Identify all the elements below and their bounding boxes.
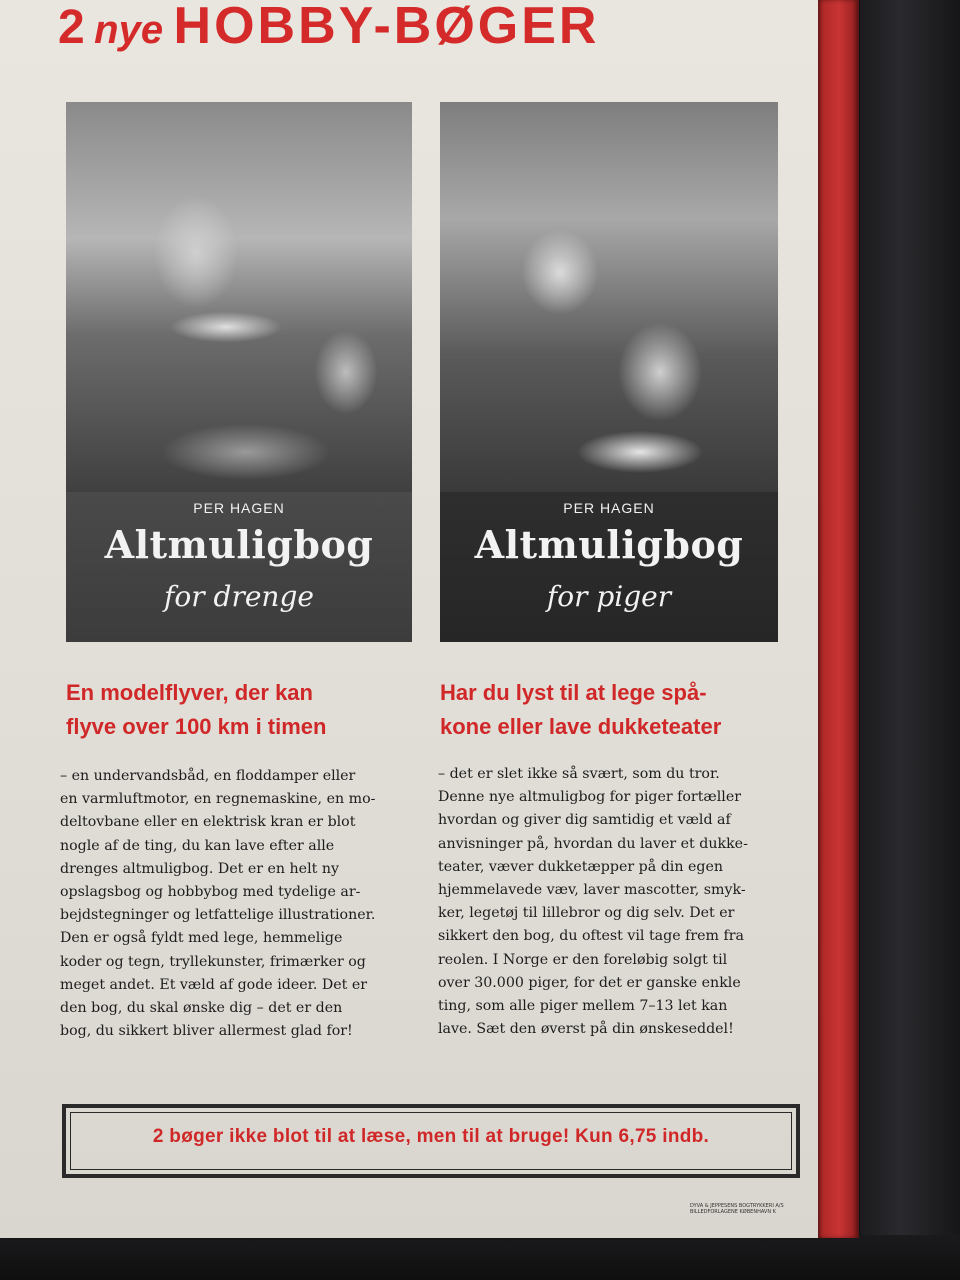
- text-line: reolen. I Norge er den foreløbig solgt til: [438, 951, 728, 968]
- slogan-box: [62, 1104, 800, 1178]
- text-line: drenges altmuligbog. Det er en helt ny: [60, 860, 339, 877]
- heading-line: flyve over 100 km i timen: [66, 714, 327, 739]
- text-line: – det er slet ikke så svært, som du tror.: [438, 766, 720, 782]
- slogan-text: 2 bøger ikke blot til at læse, men til at bruge! Kun 6,75 indb.: [152, 1126, 710, 1147]
- text-line: sikkert den bog, du oftest vil tage frem fra: [438, 928, 744, 945]
- text-line: teater, væver dukketæpper på din egen: [438, 858, 723, 875]
- background-right: [860, 0, 960, 1280]
- description-girls-book: [438, 763, 816, 1041]
- text-line: en varmluftmotor, en regnemaskine, en mo-: [60, 791, 376, 808]
- book-spine-edge: [815, 0, 859, 1238]
- text-line: hjemmelavede væv, laver mascotter, smyk-: [438, 882, 746, 899]
- heading-line: kone eller lave dukketeater: [440, 714, 722, 739]
- text-line: deltovbane eller en elektrisk kran er blot: [60, 814, 356, 831]
- page-headline: [58, 0, 818, 76]
- headline-number: 2: [58, 1, 86, 54]
- cover-title: Altmuligbog: [104, 522, 374, 567]
- text-line: Denne nye altmuligbog for piger fortæller: [438, 789, 742, 806]
- cover-subtitle: for drenge: [164, 580, 314, 613]
- text-line: ker, legetøj til lillebror og dig selv. Det er: [438, 905, 735, 922]
- text-line: bejdstegninger og letfattelige illustrationer.: [60, 907, 376, 924]
- text-line: hvordan og giver dig samtidig et væld af: [438, 812, 731, 829]
- text-line: ting, som alle piger mellem 7–13 let kan: [438, 998, 728, 1015]
- text-line: den bog, du skal ønske dig – det er den: [60, 1000, 343, 1017]
- cover-caption-girls: [440, 492, 778, 642]
- photo-girls-crafting: [440, 102, 778, 492]
- photo-boys-workbench: [66, 102, 412, 492]
- heading-girls-book: [440, 676, 782, 744]
- heading-line: Har du lyst til at lege spå-: [440, 680, 707, 705]
- cover-author: PER HAGEN: [563, 500, 655, 516]
- heading-line: En modelflyver, der kan: [66, 680, 313, 705]
- cover-title: Altmuligbog: [474, 522, 744, 567]
- text-line: over 30.000 piger, for det er ganske enkle: [438, 974, 741, 991]
- text-line: meget andet. Et væld af gode ideer. Det er: [60, 976, 368, 993]
- headline-main: HOBBY-BØGER: [173, 0, 600, 55]
- cover-caption-boys: [66, 492, 412, 642]
- text-line: nogle af de ting, du kan lave efter alle: [60, 837, 335, 854]
- text-line: Den er også fyldt med lege, hemmelige: [60, 930, 343, 947]
- description-boys-book: [60, 765, 430, 1043]
- text-line: – en undervandsbåd, en floddamper eller: [60, 768, 356, 784]
- background-bottom: [0, 1235, 960, 1280]
- book-cover-boys: [66, 102, 412, 642]
- text-line: lave. Sæt den øverst på din ønskeseddel!: [438, 1021, 734, 1038]
- printer-imprint: DYVA & JEPPESENS BOGTRYKKERI A/S BILLEDFORLAGENE KØBENHAVN K: [690, 1203, 784, 1215]
- text-line: bog, du sikkert bliver allermest glad for!: [60, 1023, 353, 1040]
- cover-subtitle: for piger: [546, 580, 672, 613]
- heading-boys-book: [66, 676, 416, 744]
- book-cover-girls: [440, 102, 778, 642]
- text-line: opslagsbog og hobbybog med tydelige ar-: [60, 884, 361, 901]
- cover-author: PER HAGEN: [193, 500, 285, 516]
- text-line: koder og tegn, tryllekunster, frimærker og: [60, 953, 366, 970]
- text-line: anvisninger på, hvordan du laver et dukke-: [438, 835, 748, 852]
- headline-nye: nye: [94, 8, 164, 52]
